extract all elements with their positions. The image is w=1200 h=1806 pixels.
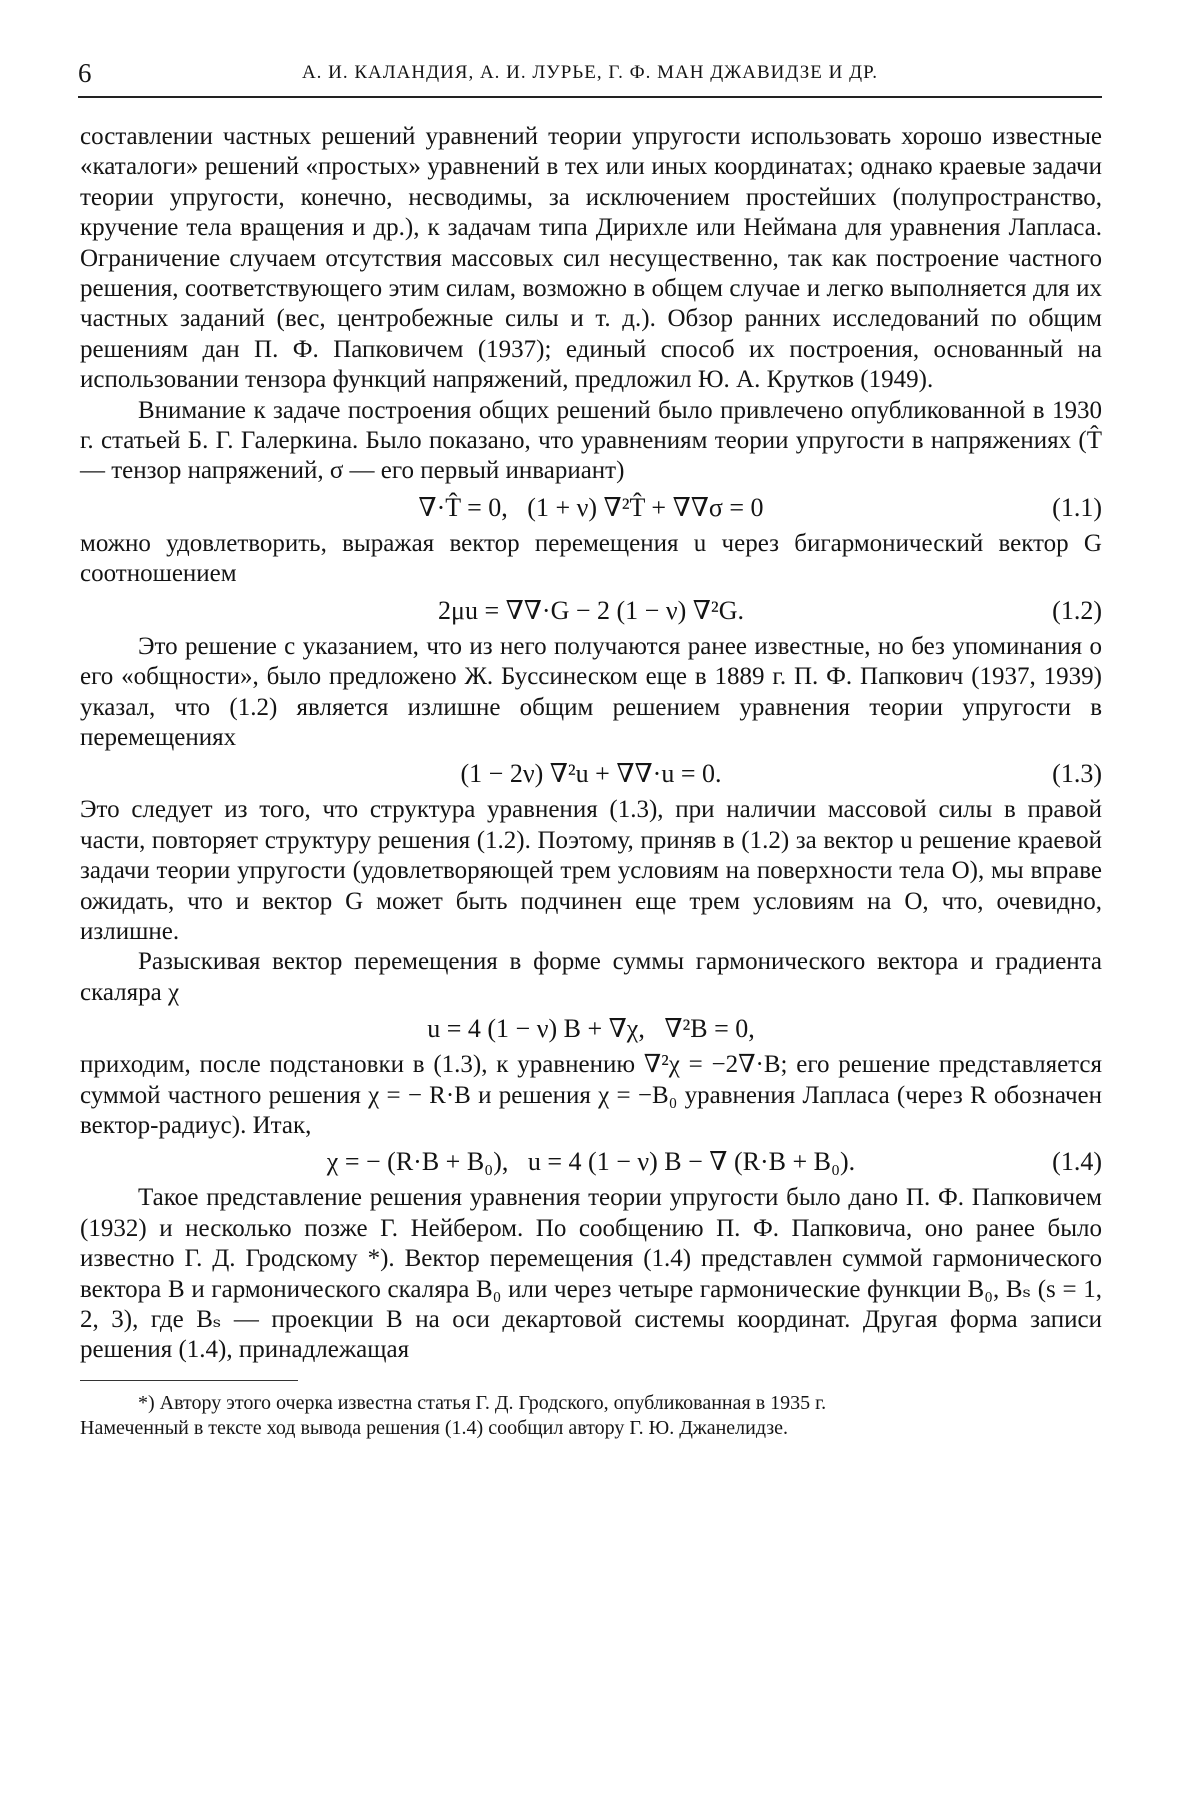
- equation-number: (1.3): [1052, 759, 1102, 789]
- equation-number: (1.2): [1052, 595, 1102, 625]
- page-header: [78, 56, 1102, 98]
- equation-number: (1.1): [1052, 492, 1102, 522]
- footnote: [80, 1391, 1102, 1441]
- equation-formula: u = 4 (1 − ν) B + ∇χ, ∇²B = 0,: [427, 1014, 755, 1044]
- body-text: [80, 122, 1102, 1441]
- equation: [80, 591, 1102, 631]
- page-number: 6: [78, 58, 92, 88]
- paragraph: можно удовлетворить, выражая вектор перемещения u через бигармонический вектор G соотношением: [80, 529, 1102, 588]
- paragraph: Это решение с указанием, что из него получаются ранее известные, но без упоминания о его «общности», было предложено Ж. Буссинеском еще в 1889 г. П. Ф. Папкович (1937, 1939) указал, что (1.2) является излишне общим решением уравнения теории упругости в перемещениях: [80, 632, 1102, 751]
- equation-formula: 2μu = ∇∇·G − 2 (1 − ν) ∇²G.: [438, 595, 744, 625]
- equation-number: (1.4): [1052, 1147, 1102, 1177]
- running-title: А. И. КАЛАНДИЯ, А. И. ЛУРЬЕ, Г. Ф. МАН ДЖАВИДЗЕ И ДР.: [301, 62, 879, 83]
- paragraph: Внимание к задаче построения общих решений было привлечено опубликованной в 1930 г. статьей Б. Г. Галеркина. Было показано, что уравнениям теории упругости в напряжениях (T̂ — тензор напряжений, σ — его первый инвариант): [80, 396, 1102, 485]
- footnote-line: *) Автору этого очерка известна статья Г. Д. Гродского, опубликованная в 1935 г.: [138, 1391, 827, 1414]
- equation: [80, 754, 1102, 794]
- paragraph: Такое представление решения уравнения теории упругости было дано П. Ф. Папковичем (1932) и несколько позже Г. Нейбером. По сообщению П. Ф. Папковича, оно ранее было известно Г. Д. Гродскому *). Вектор перемещения (1.4) представлен суммой гармонического вектора B и гармонического скаляра B₀ или через четыре гармонические функции B₀, Bₛ (s = 1, 2, 3), где Bₛ — проекции B на оси декартовой системы координат. Другая форма записи решения (1.4), принадлежащая: [80, 1184, 1102, 1364]
- paragraph: Разыскивая вектор перемещения в форме суммы гармонического вектора и градиента скаляра χ: [80, 948, 1102, 1006]
- equation-formula: χ = − (R·B + B₀), u = 4 (1 − ν) B − ∇ (R·B + B₀).: [326, 1147, 856, 1177]
- paragraph: составлении частных решений уравнений теории упругости использовать хорошо известные «каталоги» решений «простых» уравнений в тех или иных координатах; однако краевые задачи теории упругости, конечно, несводимы, за исключением простейших (полупространство, кручение тела вращения и др.), к задачам типа Дирихле или Неймана для уравнения Лапласа. Ограничение случаем отсутствия массовых сил несущественно, так как построение частного решения, соответствующего этим силам, возможно в общем случае и легко выполняется для их частных заданий (вес, центробежные силы и т. д.). Обзор ранних исследований по общим решениям дан П. Ф. Папковичем (1937); единый способ их построения, основанный на использовании тензора функций напряжений, предложил Ю. А. Крутков (1949).: [80, 123, 1102, 394]
- equation: [80, 488, 1102, 528]
- equation: [80, 1009, 1102, 1049]
- paragraph: приходим, после подстановки в (1.3), к уравнению ∇²χ = −2∇·B; его решение представляется суммой частного решения χ = − R·B и решения χ = −B₀ уравнения Лапласа (через R обозначен вектор-радиус). Итак,: [80, 1051, 1102, 1139]
- equation-formula: (1 − 2ν) ∇²u + ∇∇·u = 0.: [460, 759, 722, 789]
- equation: [80, 1142, 1102, 1182]
- footnote-line: Намеченный в тексте ход вывода решения (1.4) сообщил автору Г. Ю. Джанелидзе.: [80, 1416, 789, 1439]
- equation-formula: ∇·T̂ = 0, (1 + ν) ∇²T̂ + ∇∇σ = 0: [418, 492, 764, 522]
- footnote-rule: [80, 1380, 298, 1381]
- paragraph: Это следует из того, что структура уравнения (1.3), при наличии массовой силы в правой части, повторяет структуру решения (1.2). Поэтому, приняв в (1.2) за вектор u решение краевой задачи теории упругости (удовлетворяющей трем условиям на поверхности тела O), мы вправе ожидать, что и вектор G может быть подчинен еще трем условиям на O, что, очевидно, излишне.: [80, 796, 1102, 945]
